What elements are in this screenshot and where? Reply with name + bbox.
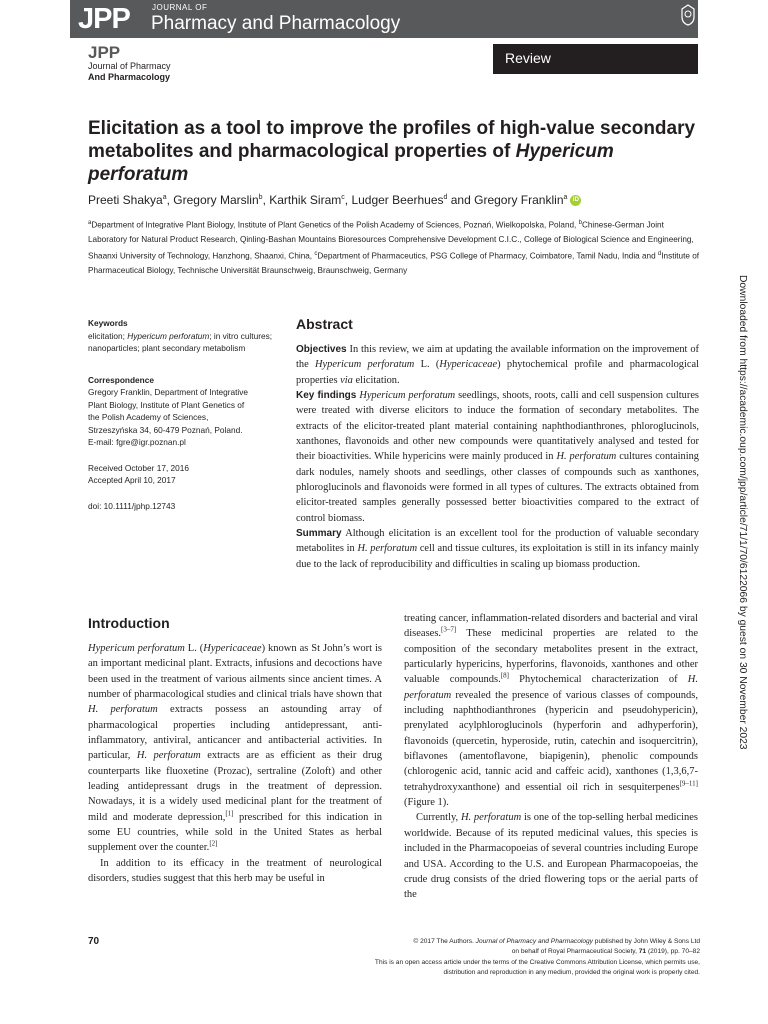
footer-line [250, 947, 700, 957]
text-run: ) known as St John’s wort is an important medicinal plant. Extracts, infusions and decoctions have been used in the treatment of various ailments since ancient times. A number of pharmacological studies and clinical trials have shown that [88, 643, 382, 701]
footer-text: (2019), pp. 70–82 [646, 948, 700, 956]
doi[interactable]: doi: 10.1111/jphp.12743 [88, 500, 176, 511]
text-run: Hypericaceae [203, 643, 262, 654]
author-name: Ludger Beerhues [351, 193, 444, 207]
body-column-left [88, 641, 382, 887]
page-number: 70 [88, 936, 100, 947]
citation[interactable]: [3–7] [441, 625, 457, 634]
text-run: treating cancer, inflammation-related disorders and bacterial and viral diseases. [404, 613, 698, 640]
body-column-right [404, 611, 698, 903]
text-run: In addition to its efficacy in the treatment of neurological disorders, studies suggest that this herb may be useful in [88, 857, 382, 885]
abstract-text: ) phytochemical profile and pharmacological properties [296, 359, 699, 386]
society-crest-icon [680, 4, 696, 26]
abstract-text: elicitation. [352, 374, 400, 386]
banner-journal-name: Pharmacy and Pharmacology [151, 13, 401, 34]
author-affil-sup: c [341, 194, 345, 201]
download-note-text: Downloaded from https://academic.oup.com/jpp/article/71/1/70/6122066 by guest on 30 November 2023 [737, 275, 748, 750]
author-affil-sup: d [443, 194, 448, 201]
abstract-text: cell and tissue cultures, its exploitation is still in its infancy mainly due to the lack of reproducibility and difficulties in scaling up biomass production. [296, 543, 699, 570]
accepted-date: Accepted April 10, 2017 [88, 475, 176, 485]
objectives-label: Objectives [296, 344, 347, 355]
text-run: extracts possess an astounding array of pharmacological properties including antidepressant, anti-inflammatory, antiviral, anticancer and antibacterial activities. In particular, [88, 704, 382, 762]
abstract-text: cultures containing dark nodules, namely shoots and seedlings, other classes of compounds such as xanthones, phloroglucinols and flavonoids were formed in all types of cultures. The extracts obtained from elicitor-treated samples generally possessed better bioactivities compared to the extract of control biomass. [296, 451, 700, 524]
society-line-2: PHARMACEUTICAL [698, 18, 758, 24]
journal-logo [88, 44, 171, 83]
footer-text: on behalf of Royal Pharmaceutical Society, [511, 948, 639, 956]
abstract-objectives [296, 342, 699, 388]
footer-text: © 2017 The Authors. [413, 938, 476, 945]
author-affil-sup: b [258, 194, 263, 201]
author-name: Gregory Marslin [173, 193, 259, 207]
copyright-footer [250, 937, 700, 979]
text-run: H. perforatum [88, 704, 158, 716]
keywords [88, 330, 278, 355]
abstract-italic: H. perforatum [357, 543, 418, 555]
abstract-summary [296, 526, 699, 572]
text-run: Currently, [416, 812, 461, 824]
paragraph [404, 810, 698, 902]
author-affil-sup: a [563, 194, 568, 201]
abstract-body [296, 342, 699, 572]
keyword-text: cultures; nanoparticles; plant secondary metabolism [88, 330, 273, 353]
footer-line [250, 937, 700, 947]
footer-volume: 71 [638, 948, 647, 956]
text-run: (Figure 1). [404, 797, 449, 809]
abstract-text: L. ( [414, 359, 440, 371]
affiliations [88, 216, 700, 278]
abstract-heading: Abstract [296, 316, 353, 332]
affil-sup: b [578, 220, 582, 226]
text-run: extracts are as efficient as their drug counterparts like fluoxetine (Prozac), sertraline (Zoloft) and other leading antidepressant drugs in the treatment of depression. Nowadays, it is a widely used medicinal plant for the treatment of mild and moderate depression, [88, 750, 383, 823]
orcid-icon[interactable]: iD [570, 195, 581, 206]
correspondence-email[interactable]: E-mail: fgre@igr.poznan.pl [88, 437, 186, 447]
correspondence-line: the Polish Academy of Sciences, [88, 412, 209, 422]
citation[interactable]: [2] [209, 839, 218, 848]
paragraph [404, 611, 698, 810]
logo-abbrev: JPP [88, 43, 121, 62]
paragraph [88, 856, 382, 887]
abstract-key-findings [296, 388, 699, 526]
summary-label: Summary [296, 528, 342, 540]
keywords-heading: Keywords [88, 318, 128, 328]
title-species: Hypericum perforatum [88, 141, 614, 185]
text-run: H. perforatum [460, 812, 522, 824]
text-run: H. perforatum [136, 750, 201, 762]
text-run: Phytochemical characterization of [508, 674, 688, 686]
author-name: Gregory Franklin [474, 193, 564, 207]
abstract-text: seedlings, shoots, roots, calli and cell suspension cultures were treated with diverse elicitors to induce the formation of secondary metabolites. The extracts of the elicitor-treated plant material containing naphthodianthrones, phloroglucinols, xanthones, flavonoids and other new compounds were quantitatively analysed and tested for their bioactivities. While hypericins were mainly produced in [296, 390, 699, 463]
text-run: H. perforatum [404, 674, 699, 701]
article-sidebar [88, 317, 278, 512]
affil-sup: a [88, 220, 92, 226]
author-name: Karthik Siram [269, 193, 342, 207]
author-name: Preeti Shakya [88, 193, 163, 207]
article-type-box [493, 44, 698, 74]
affil-sup: d [657, 251, 662, 258]
citation[interactable]: [8] [500, 671, 509, 680]
logo-line-2: And Pharmacology [88, 72, 171, 82]
footer-line: This is an open access article under the terms of the Creative Commons Attribution License, which permits use, [374, 958, 700, 966]
affiliation: Department of Integrative Plant Biology, Institute of Plant Genetics of the Polish Academy of Sciences, Poznań, Wielkopolska, Poland, [91, 220, 577, 230]
text-run: L. ( [184, 643, 204, 654]
correspondence-heading: Correspondence [88, 374, 154, 385]
author-affil-sup: a [162, 194, 167, 201]
correspondence-line: Strzeszyńska 34, 60-479 Poznań, Poland. [88, 424, 243, 435]
text-run: is one of the top-selling herbal medicines worldwide. Because of its reputed medicinal values, this species is included in the Pharmacopoeias of several countries including Europe and USA. According to the U.S. and European Pharmacopoeias, the crude drug consists of the dried flowering tops or the aerial parts of the [404, 812, 698, 901]
correspondence-line: Plant Biology, Institute of Plant Genetics of [88, 399, 245, 410]
author-list: Preeti Shakya$^a$, Gregory Marslin$^b$, Karthik Siram$^c$, Ludger Beerhues$^d$ and Gregory Franklin$^a$ iD [88, 190, 698, 208]
abstract-text: Although elicitation is an excellent tool for the production of valuable secondary metabolites in [296, 528, 699, 555]
abstract-italic: H. perforatum [556, 451, 617, 463]
citation[interactable]: [1] [225, 809, 234, 818]
affiliation: Department of Pharmaceutics, PSG College of Pharmacy, Coimbatore, Tamil Nadu, India and [317, 251, 656, 261]
banner-jpp-abbrev: JPP [78, 3, 130, 35]
correspondence-line: Gregory Franklin, Department of Integrative [88, 387, 249, 397]
article-title [88, 117, 698, 186]
footer-text: published by John Wiley & Sons Ltd [592, 938, 700, 945]
society-logo [680, 4, 768, 36]
keyword-text: elicitation; [88, 330, 125, 341]
abstract-italic: Hypericum perforatum [315, 359, 415, 371]
citation[interactable]: [9–11] [679, 779, 698, 788]
key-findings-label: Key findings [296, 390, 357, 402]
abstract-italic: via [340, 374, 353, 386]
abstract-text: In this review, we aim at updating the available information on the improvement of the [296, 344, 699, 371]
text-run: revealed the presence of various classes of compounds, including naphthodianthrones (hypericin and pseudohypericin), prenylated acylphloroglucinols (hyperforin and adhyperforin), flavonoids (quercetin, hyperoside, rutin, catechin and isoquercitrin), biflavones (amentoflavone, biapigenin), phenolic compounds (chlorogenic acid, tannic acid and caffeic acid), xanthones (1,3,6,7-tetrahydroxyxanthone) and essential oil rich in sesquiterpenes [404, 689, 698, 793]
abstract-italic: Hypericum perforatum [359, 390, 456, 402]
received-date: Received October 17, 2016 [88, 462, 190, 473]
abstract-italic: Hypericaceae [439, 359, 498, 371]
footer-line: distribution and reproduction in any medium, provided the original work is properly cited. [443, 969, 700, 977]
logo-line-1: Journal of Pharmacy [88, 61, 171, 71]
title-text: Elicitation as a tool to improve the profiles of high-value secondary metabolites and pharmacological properties of [88, 118, 696, 162]
affil-sup: c [314, 251, 318, 258]
footer-journal: Journal of Pharmacy and Pharmacology [475, 938, 593, 945]
keyword-text: ; in vitro [209, 330, 239, 341]
affiliation: Chinese-German Joint Laboratory for Natural Product Research, Qinling-Bashan Mountains Bioresources Comprehensive Development C.I.C., College of Biological Science and Engineering, Shaanxi University of Technology, Hanzhong, Shaanxi, China, [88, 220, 694, 261]
keyword-species: Hypericum perforatum [127, 330, 210, 341]
affiliation: Institute of Pharmaceutical Biology, Technische Universität Braunschweig, Braunschweig, Germany [88, 251, 700, 276]
introduction-heading: Introduction [88, 615, 170, 631]
banner-journal-of: JOURNAL OF [152, 3, 208, 12]
article-type-label: Review [505, 50, 551, 66]
text-run: These medicinal properties are related to the composition of the secondary metabolites present in the extract, particularly hypericins, hyperforins, flavonoids, xanthones and other valuable compounds. [404, 628, 698, 686]
society-line-1: ROYAL [698, 11, 720, 17]
paragraph [88, 641, 382, 856]
text-run: Hypericum perforatum [88, 643, 185, 654]
society-line-3: SOCIETY [698, 25, 727, 31]
text-run: prescribed for this indication in some EU countries, while sold in the United States as herbal supplement over the counter. [88, 811, 382, 854]
download-note [735, 275, 751, 755]
society-name [698, 11, 758, 32]
